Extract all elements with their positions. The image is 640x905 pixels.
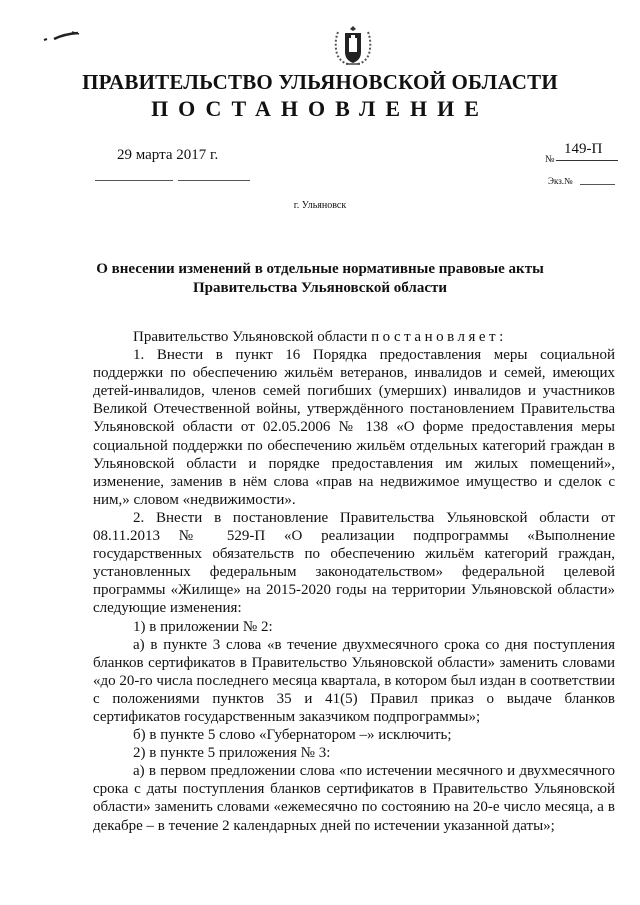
copy-number-label: Экз.№: [548, 176, 573, 186]
preamble: [93, 328, 615, 346]
organization-name: ПРАВИТЕЛЬСТВО УЛЬЯНОВСКОЙ ОБЛАСТИ: [82, 70, 558, 94]
title-line: О внесении изменений в отдельные нормативные правовые акты: [96, 261, 544, 277]
preamble-verb: постановляет:: [371, 329, 507, 345]
date-underline: [178, 180, 250, 181]
number-underline: [556, 160, 618, 161]
date-underline: [95, 180, 173, 181]
pen-mark-icon: [42, 30, 82, 44]
number-sign: №: [545, 154, 555, 165]
preamble-subject: Правительство Ульяновской области: [133, 329, 368, 345]
paragraph-1: 1. Внести в пункт 16 Порядка предоставления меры социальной поддержки по обеспечению жильём ветеранов, инвалидов и семей, имеющих детей-инвалидов, членов семей погибших (умерших) инвалидов и участников Великой Отечественной войны, утверждённого постановлением Правительства Ульяновской области от 02.05.2006 № 138 «О форме предоставления меры социальной поддержки по обеспечению жильём отдельных категорий граждан в Ульяновской области и порядке предоставления им жилых помещений», изменение, заменив в нём слова «прав на недвижимое имущество и сделок с ним,» словом «недвижимости».: [93, 347, 615, 508]
city-name: г. Ульяновск: [293, 200, 347, 211]
document-title: [60, 260, 580, 298]
paragraph-2: 2. Внести в постановление Правительства Ульяновской области от 08.11.2013 № 529-П «О реализации подпрограммы «Выполнение государственных обязательств по обеспечению жильём категорий граждан, установленных федеральным законодательством» федеральной целевой программы «Жилище» на 2015-2020 годы на территории Ульяновской области» следующие изменения:: [93, 509, 615, 617]
paragraph-2-1-a: а) в пункте 3 слова «в течение двухмесячного срока со дня поступления бланков сертификатов в Правительство Ульяновской области» заменить словами «до 20-го числа последнего месяца квартала, в котором был издан в соответствии с положениями пунктов 35 и 41(5) Правил приказ о выдаче бланков сертификатов государственным заказчиком подпрограммы»;: [93, 636, 615, 725]
document-number: 149-П: [564, 141, 603, 157]
paragraph-2-2: 2) в пункте 5 приложения № 3:: [133, 745, 331, 762]
document-date: 29 марта 2017 г.: [117, 147, 219, 163]
paragraph-2-2-a: а) в первом предложении слова «по истечении месячного и двухмесячного срока с даты поступления бланков сертификатов в Правительство Ульяновской области» заменить словами «ежемесячно по состоянию на 20-е число месяца, а в декабре – в течение 2 календарных дней по истечении указанной даты»;: [93, 763, 615, 834]
paragraph-2-1-b: б) в пункте 5 слово «Губернатором –» исключить;: [133, 727, 452, 744]
document-body: [93, 328, 615, 835]
coat-of-arms-icon: [330, 22, 376, 68]
paragraph-2-1: 1) в приложении № 2:: [133, 618, 273, 635]
document-type: ПОСТАНОВЛЕНИЕ: [151, 96, 489, 121]
title-line: Правительства Ульяновской области: [192, 280, 448, 296]
copy-number-underline: [580, 184, 615, 185]
